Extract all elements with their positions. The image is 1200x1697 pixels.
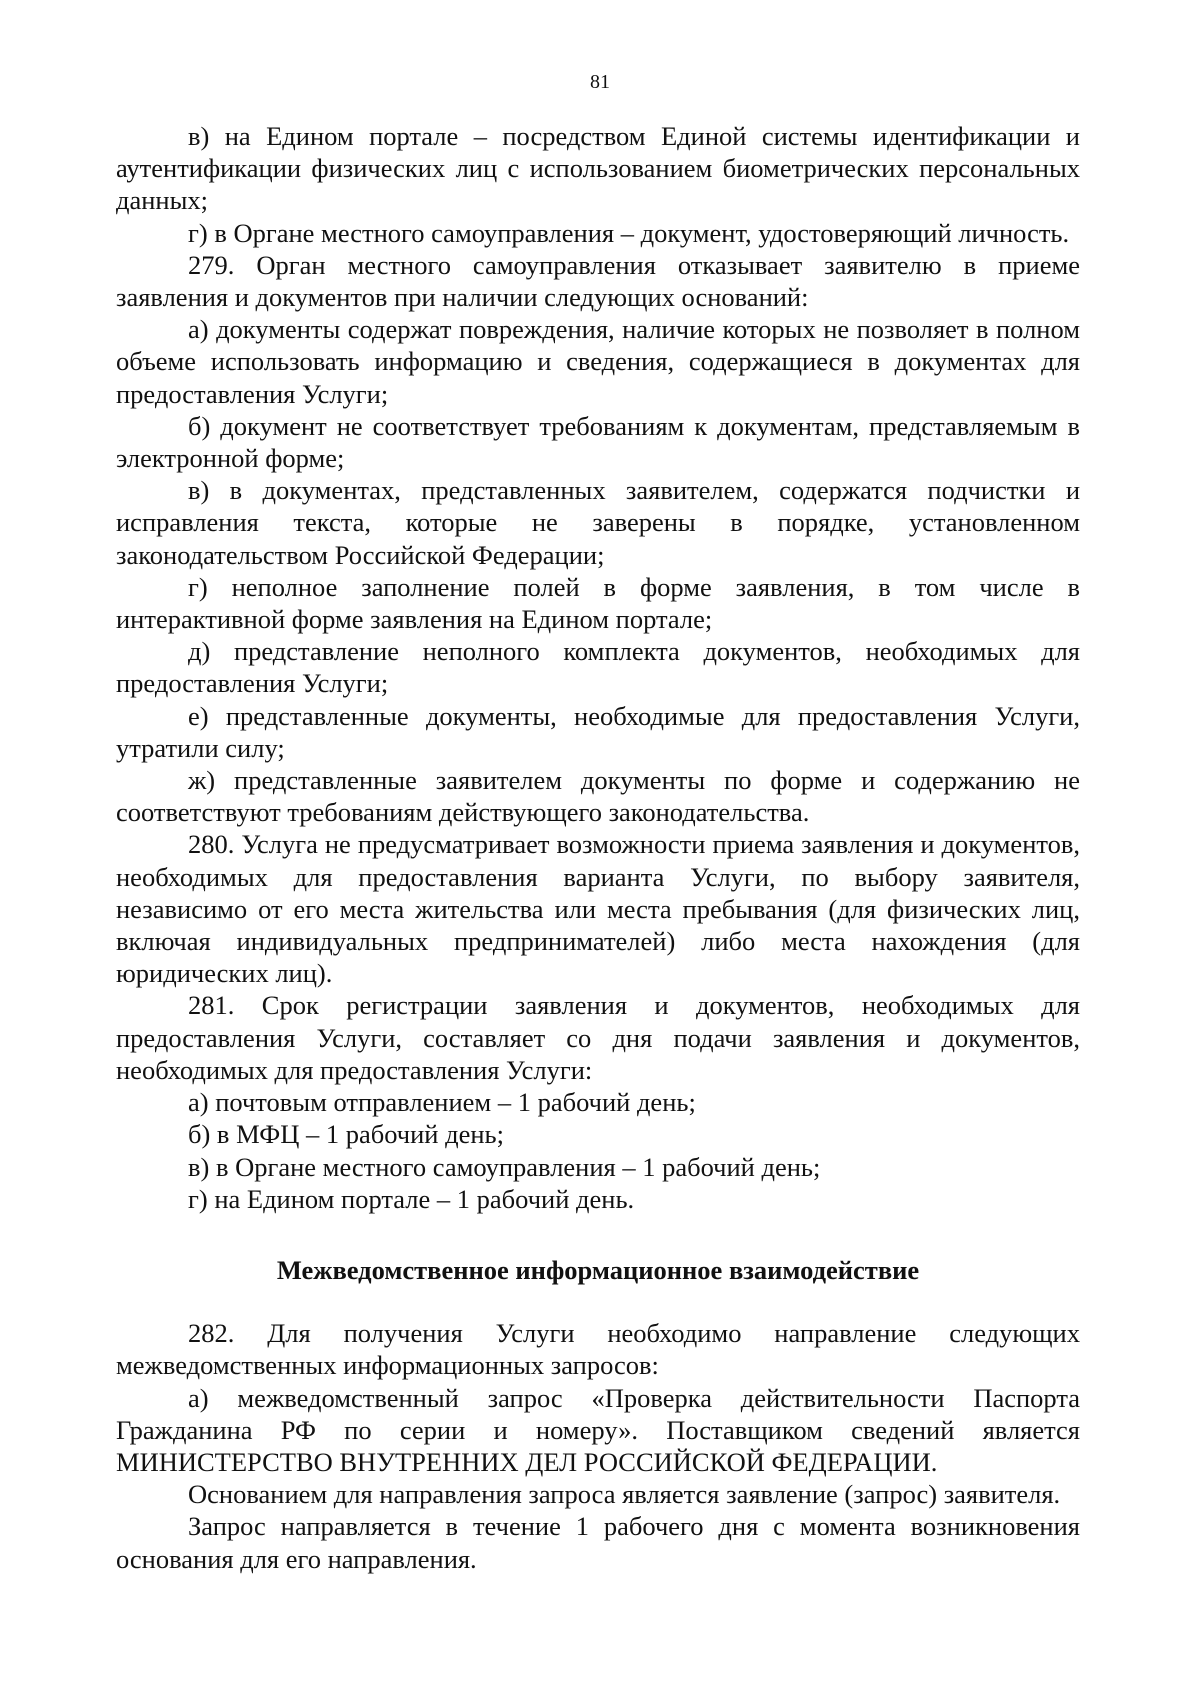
paragraph-279-e: е) представленные документы, необходимые для предоставления Услуги, утратили силу; (116, 700, 1080, 763)
section-heading: Межведомственное информационное взаимодействие (276, 1254, 920, 1285)
paragraph-280: 280. Услуга не предусматривает возможности приема заявления и документов, необходимых для предоставления варианта Услуги, по выбору заявителя, независимо от его места жительства или места пребывания (для физических лиц, включая индивидуальных предпринимателей) либо места нахождения (для юридических лиц). (116, 829, 1080, 989)
paragraph-282-a: а) межведомственный запрос «Проверка действительности Паспорта Гражданина РФ по серии и номеру». Поставщиком сведений является МИНИСТЕРСТВО ВНУТРЕННИХ ДЕЛ РОССИЙСКОЙ ФЕДЕРАЦИИ. (116, 1382, 1080, 1477)
paragraph-279: 279. Орган местного самоуправления отказывает заявителю в приеме заявления и документов при наличии следующих оснований: (116, 249, 1080, 313)
paragraph-281-b: б) в МФЦ – 1 рабочий день; (188, 1119, 504, 1150)
paragraph-279-b: б) документ не соответствует требованиям к документам, представляемым в электронной форме; (116, 410, 1080, 474)
paragraph-279-d: д) представление неполного комплекта документов, необходимых для предоставления Услуги; (116, 636, 1080, 699)
paragraph-282: 282. Для получения Услуги необходимо направление следующих межведомственных информационных запросов: (116, 1318, 1080, 1381)
paragraph-281-a: а) почтовым отправлением – 1 рабочий день; (188, 1087, 696, 1118)
page-number: 81 (590, 71, 610, 93)
paragraph-g-local-gov: г) в Органе местного самоуправления – документ, удостоверяющий личность. (188, 217, 1070, 248)
paragraph-basis: Основанием для направления запроса является заявление (запрос) заявителя. (188, 1479, 1061, 1510)
paragraph-request-term: Запрос направляется в течение 1 рабочего дня с момента возникновения основания для его направления. (116, 1511, 1080, 1574)
paragraph-279-a: а) документы содержат повреждения, наличие которых не позволяет в полном объеме использовать информацию и сведения, содержащиеся в документах для предоставления Услуги; (116, 314, 1080, 409)
paragraph-279-v: в) в документах, представленных заявителем, содержатся подчистки и исправления текста, которые не заверены в порядке, установленном законодательством Российской Федерации; (116, 475, 1080, 570)
paragraph-281-g: г) на Едином портале – 1 рабочий день. (188, 1183, 635, 1214)
paragraph-281-v: в) в Органе местного самоуправления – 1 рабочий день; (188, 1151, 821, 1182)
paragraph-281: 281. Срок регистрации заявления и документов, необходимых для предоставления Услуги, составляет со дня подачи заявления и документов, необходимых для предоставления Услуги: (116, 990, 1080, 1085)
paragraph-279-zh: ж) представленные заявителем документы по форме и содержанию не соответствуют требованиям действующего законодательства. (116, 765, 1080, 828)
document-body (116, 120, 1080, 1575)
paragraph-v-portal: в) на Едином портале – посредством Единой системы идентификации и аутентификации физических лиц с использованием биометрических персональных данных; (116, 121, 1080, 216)
paragraph-279-g: г) неполное заполнение полей в форме заявления, в том числе в интерактивной форме заявления на Едином портале; (116, 571, 1080, 635)
